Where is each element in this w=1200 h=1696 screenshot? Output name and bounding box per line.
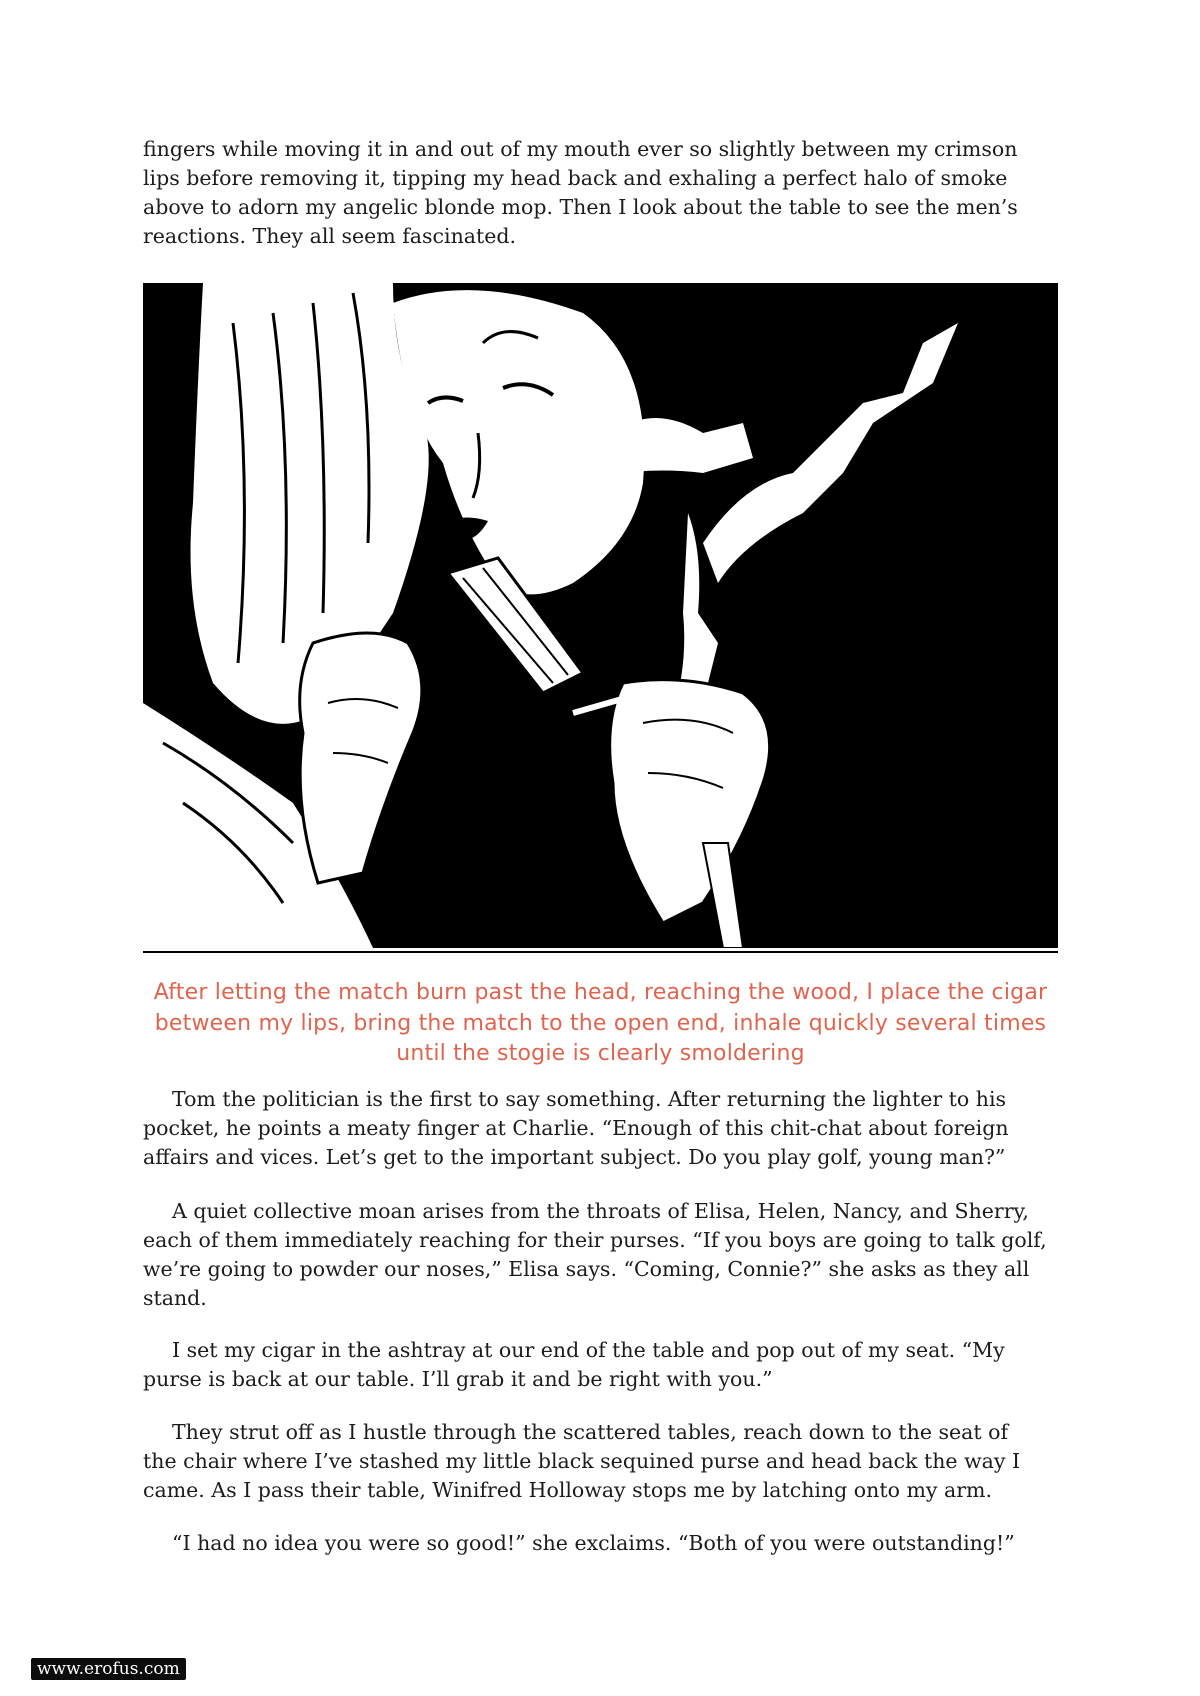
paragraph-exclaim: “I had no idea you were so good!” she exclaims. “Both of you were outstanding!”: [172, 1531, 1015, 1555]
intro-paragraph: fingers while moving it in and out of my mouth ever so slightly between my crimson lips before removing it, tipping my head back and exhaling a perfect halo of smoke above to adorn my angelic blonde mop. Then I look about the table to see the men’s reactions. They all seem fascinated.: [143, 137, 1018, 248]
caption-divider: [143, 951, 1058, 953]
comic-illustration: [143, 283, 1058, 948]
paragraph-tom: Tom the politician is the first to say something. After returning the lighter to his pocket, he points a meaty finger at Charlie. “Enough of this chit-chat about foreign affairs and vices. Let’s get to the important subject. Do you play golf, young man?”: [143, 1087, 1009, 1169]
illustration-caption: After letting the match burn past the head, reaching the wood, I place the cigar between my lips, bring the match to the open end, inhale quickly several times until the stogie is clearly smoldering: [153, 980, 1048, 1066]
paragraph-moan: A quiet collective moan arises from the throats of Elisa, Helen, Nancy, and Sherry, each of them immediately reaching for their purses. “If you boys are going to talk golf, we’re going to powder our noses,” Elisa says. “Coming, Connie?” she asks as they all stand.: [143, 1199, 1047, 1310]
site-watermark[interactable]: www.erofus.com: [31, 1658, 186, 1680]
paragraph-cigar: I set my cigar in the ashtray at our end of the table and pop out of my seat. “My purse is back at our table. I’ll grab it and be right with you.”: [143, 1338, 1005, 1391]
paragraph-strut: They strut off as I hustle through the scattered tables, reach down to the seat of the chair where I’ve stashed my little black sequined purse and head back the way I came. As I pass their table, Winifred Holloway stops me by latching onto my arm.: [143, 1420, 1021, 1502]
woman-lighting-cigar-drawing: [143, 283, 1058, 948]
